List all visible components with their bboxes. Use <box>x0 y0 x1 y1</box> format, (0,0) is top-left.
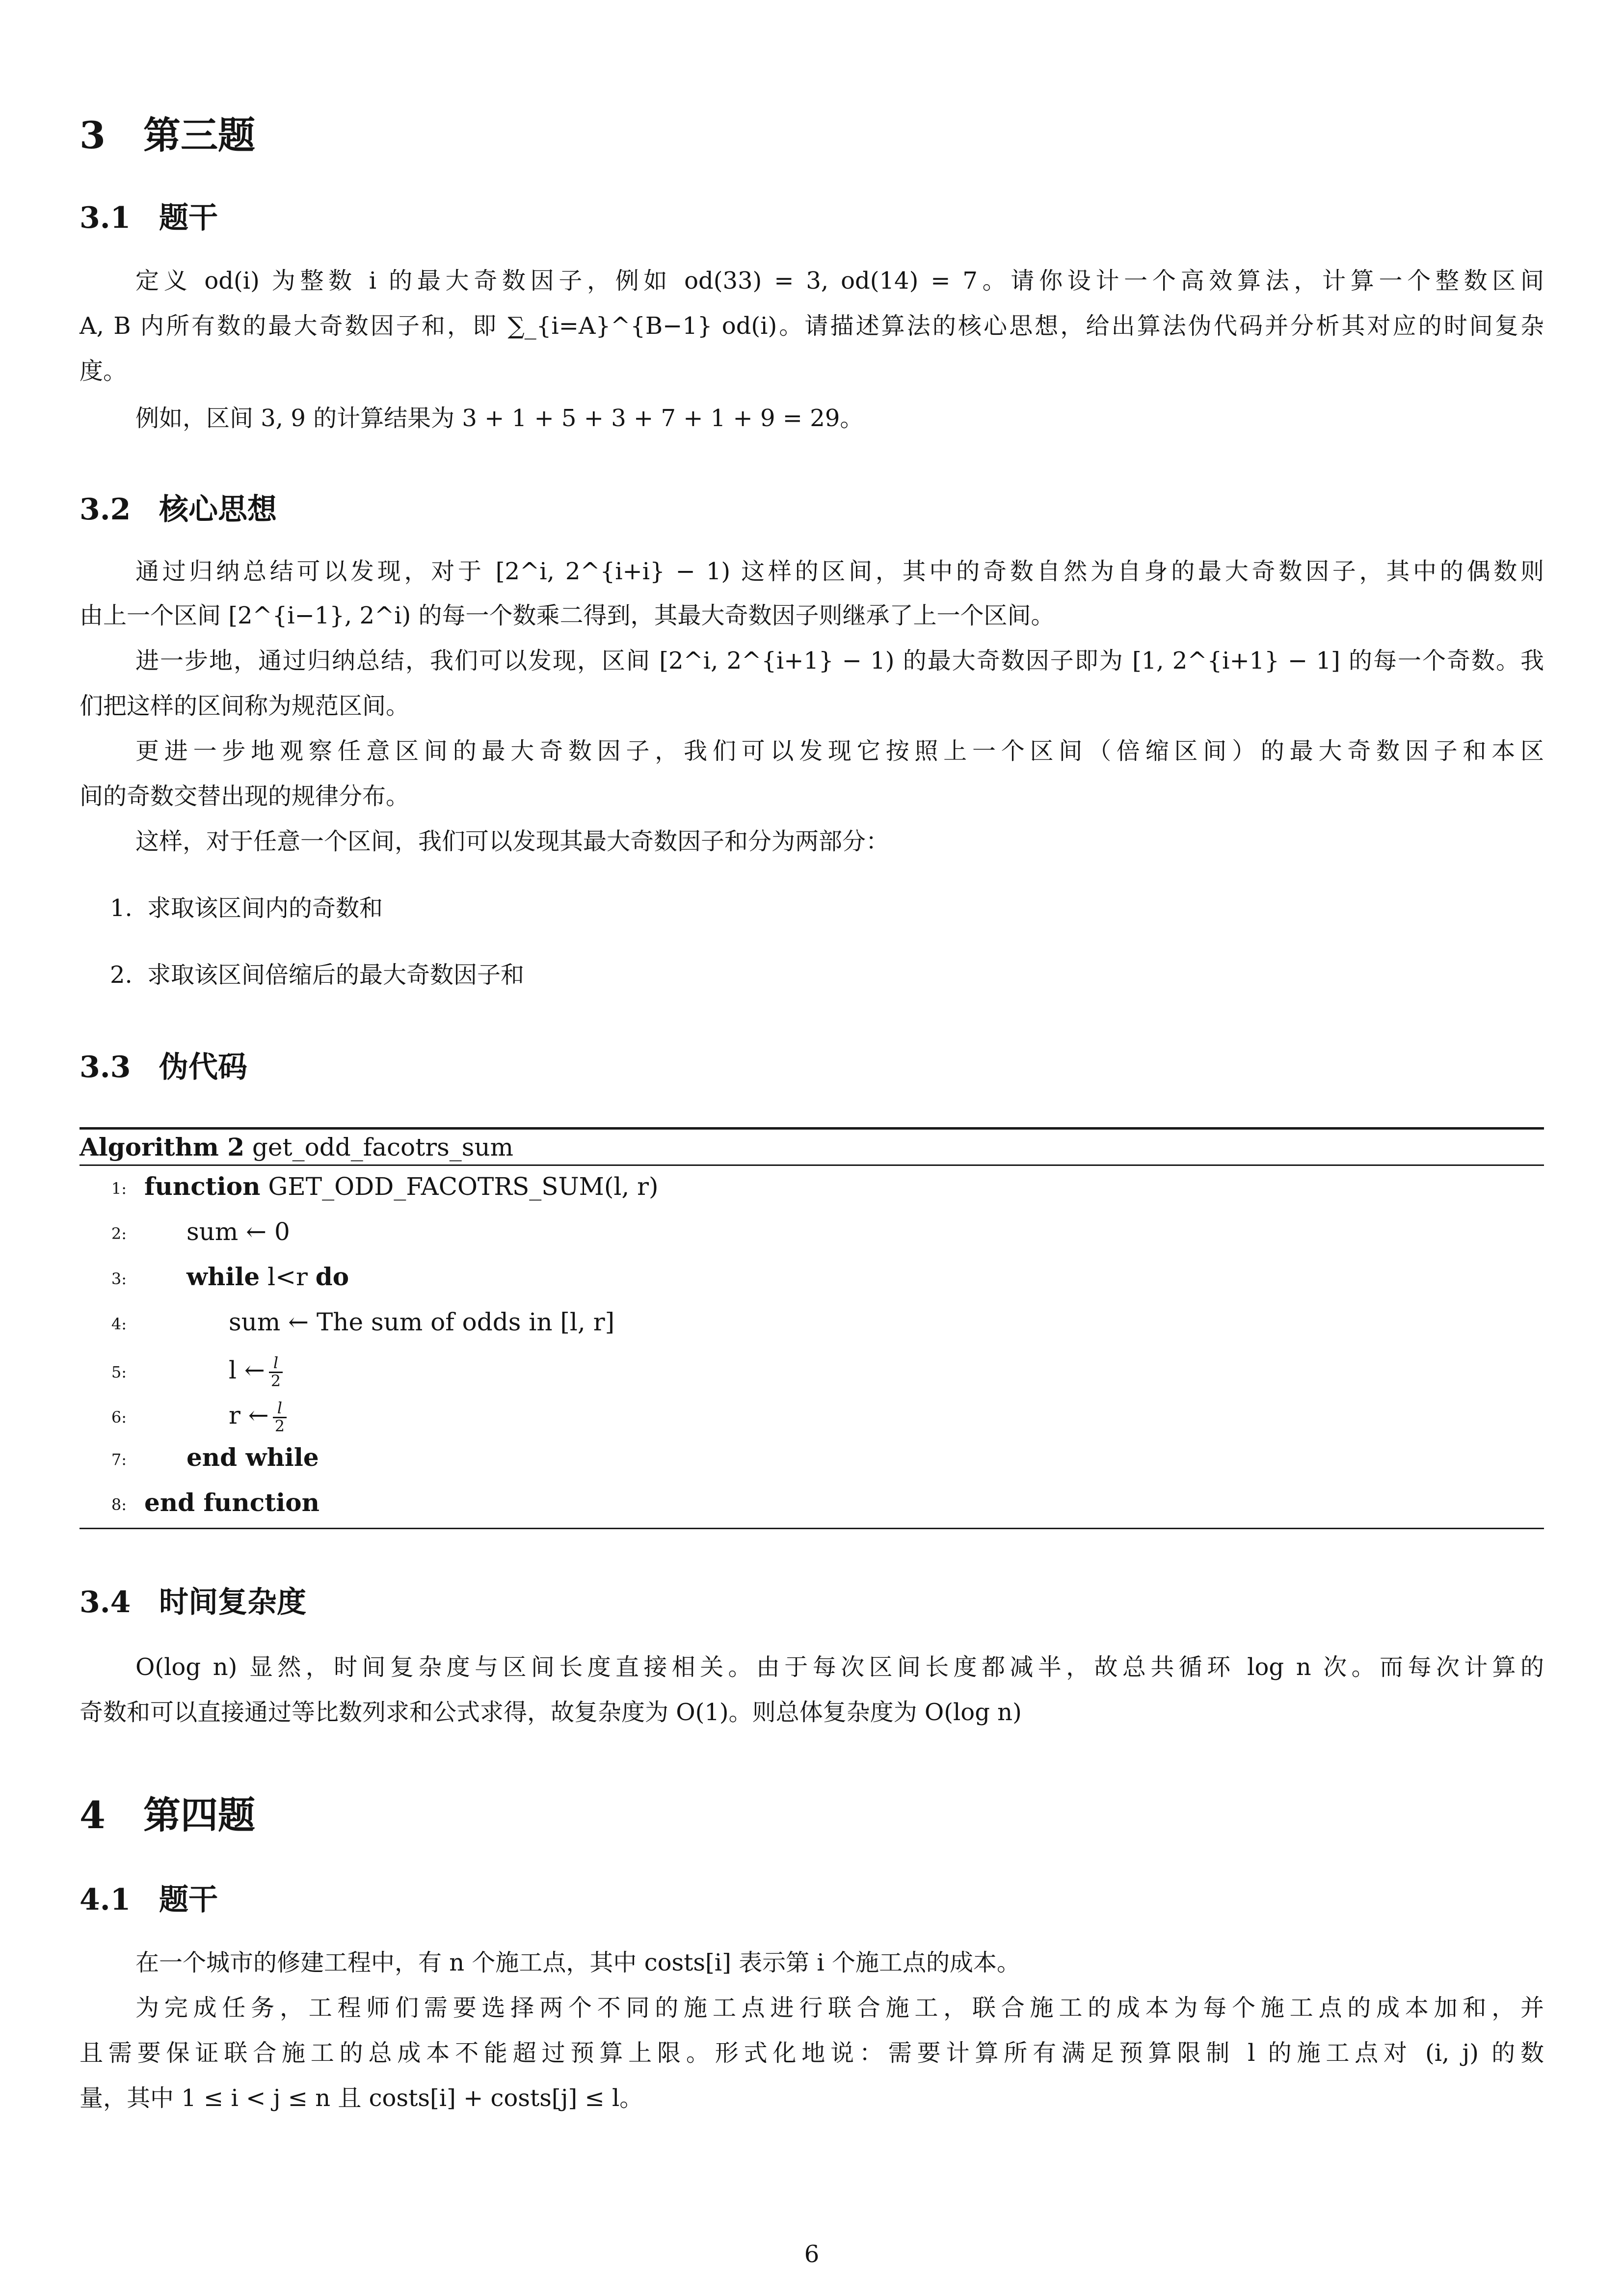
algorithm-line <box>80 1355 283 1389</box>
subsection-title: 题干 <box>159 1883 218 1917</box>
subsection-number: 3.2 <box>80 492 131 527</box>
fraction-denominator: 2 <box>274 1416 285 1435</box>
algorithm-line <box>80 1400 287 1434</box>
algorithm-mid-rule <box>80 1164 1544 1166</box>
line-number: 8: <box>111 1495 127 1514</box>
statement: sum ← 0 <box>186 1217 290 1246</box>
fraction-numerator: l <box>269 1355 283 1373</box>
line-number: 1: <box>111 1179 127 1198</box>
fraction-denominator: 2 <box>270 1371 281 1390</box>
paragraph-line: 为完成任务，工程师们需要选择两个不同的施工点进行联合施工，联合施工的成本为每个施工点的成本加和，并 <box>135 1994 1544 2022</box>
keyword: end while <box>186 1443 319 1472</box>
keyword: function <box>144 1172 261 1201</box>
subsection-number: 3.4 <box>80 1585 131 1620</box>
section-number: 3 <box>80 113 106 157</box>
paragraph-line: 通过归纳总结可以发现，对于 [2^i, 2^{i+i} − 1) 这样的区间，其中的奇数自然为自身的最大奇数因子，其中的偶数则 <box>135 558 1544 585</box>
paragraph-line: 在一个城市的修建工程中，有 n 个施工点，其中 costs[i] 表示第 i 个施工点的成本。 <box>135 1949 1020 1976</box>
algorithm-line <box>80 1310 614 1334</box>
keyword: end function <box>144 1488 319 1517</box>
keyword: do <box>315 1262 349 1291</box>
document-page <box>80 0 1544 2296</box>
statement: l<r <box>260 1263 316 1291</box>
line-number: 3: <box>111 1270 127 1288</box>
section-4-heading <box>80 1793 255 1837</box>
paragraph-line: 定义 od(i) 为整数 i 的最大奇数因子，例如 od(33) = 3, od(14) = 7。请你设计一个高效算法，计算一个整数区间 <box>135 267 1544 295</box>
subsection-4-1-heading <box>80 1885 218 1915</box>
algorithm-name: get_odd_facotrs_sum <box>252 1133 514 1162</box>
algorithm-caption <box>80 1135 513 1160</box>
algorithm-line <box>80 1490 319 1515</box>
subsection-3-4-heading <box>80 1585 306 1620</box>
keyword: while <box>186 1262 260 1291</box>
section-3-heading <box>80 113 255 157</box>
list-item <box>110 896 383 920</box>
line-number: 7: <box>111 1450 127 1469</box>
paragraph-line: 进一步地，通过归纳总结，我们可以发现，区间 [2^i, 2^{i+1} − 1) 的最大奇数因子即为 [1, 2^{i+1} − 1] 的每一个奇数。我 <box>135 647 1544 675</box>
line-number: 5: <box>111 1363 127 1382</box>
function-name: GET_ODD_FACOTRS_SUM <box>268 1172 604 1201</box>
statement: r ← <box>229 1401 269 1430</box>
function-args: (l, r) <box>604 1172 659 1201</box>
list-text: 求取该区间倍缩后的最大奇数因子和 <box>147 961 525 989</box>
paragraph-line: 例如，区间 3, 9 的计算结果为 3 + 1 + 5 + 3 + 7 + 1 + 9 = 29。 <box>135 405 864 432</box>
paragraph-line: 们把这样的区间称为规范区间。 <box>80 692 410 720</box>
subsection-title: 核心思想 <box>159 492 277 527</box>
subsection-number: 3.1 <box>80 201 131 235</box>
subsection-number: 3.3 <box>80 1050 131 1084</box>
statement: l ← <box>229 1356 265 1385</box>
line-number: 4: <box>111 1315 127 1333</box>
subsection-3-3-heading <box>80 1050 247 1084</box>
subsection-3-2-heading <box>80 492 277 527</box>
algorithm-line <box>80 1219 290 1244</box>
paragraph-line: A, B 内所有数的最大奇数因子和，即 ∑_{i=A}^{B−1} od(i)。请描述算法的核心思想，给出算法伪代码并分析其对应的时间复杂 <box>80 312 1544 340</box>
list-item <box>110 963 524 987</box>
algorithm-bottom-rule <box>80 1528 1544 1529</box>
subsection-number: 4.1 <box>80 1883 131 1917</box>
paragraph-line: 间的奇数交替出现的规律分布。 <box>80 783 410 810</box>
algorithm-label: Algorithm 2 <box>80 1133 244 1162</box>
subsection-title: 题干 <box>159 201 218 235</box>
list-number: 1. <box>110 894 133 922</box>
subsection-title: 伪代码 <box>159 1050 247 1084</box>
paragraph-line: 且需要保证联合施工的总成本不能超过预算上限。形式化地说：需要计算所有满足预算限制 l 的施工点对 (i, j) 的数 <box>80 2039 1544 2067</box>
paragraph-line: 奇数和可以直接通过等比数列求和公式求得，故复杂度为 O(1)。则总体复杂度为 O(log n) <box>80 1699 1022 1726</box>
fraction <box>273 1400 287 1434</box>
page-number: 6 <box>804 2241 820 2268</box>
algorithm-line <box>80 1174 659 1199</box>
section-title: 第四题 <box>143 1793 255 1837</box>
subsection-title: 时间复杂度 <box>159 1585 306 1620</box>
fraction-numerator: l <box>273 1400 287 1418</box>
algorithm-line <box>80 1262 349 1291</box>
paragraph-line: 度。 <box>80 357 127 385</box>
algorithm-top-rule <box>80 1127 1544 1130</box>
fraction <box>269 1355 283 1389</box>
paragraph-line: 更进一步地观察任意区间的最大奇数因子，我们可以发现它按照上一个区间（倍缩区间）的最大奇数因子和本区 <box>135 737 1544 765</box>
subsection-3-1-heading <box>80 203 218 233</box>
paragraph-line: O(log n) 显然，时间复杂度与区间长度直接相关。由于每次区间长度都减半，故总共循环 log n 次。而每次计算的 <box>135 1653 1544 1681</box>
line-number: 6: <box>111 1408 127 1427</box>
section-title: 第三题 <box>143 113 255 157</box>
paragraph-line: 由上一个区间 [2^{i−1}, 2^i) 的每一个数乘二得到，其最大奇数因子则继承了上一个区间。 <box>80 602 1055 629</box>
section-number: 4 <box>80 1793 106 1837</box>
paragraph-line: 这样，对于任意一个区间，我们可以发现其最大奇数因子和分为两部分： <box>135 828 890 855</box>
list-text: 求取该区间内的奇数和 <box>147 894 383 922</box>
statement: sum ← The sum of odds in [l, r] <box>229 1308 615 1336</box>
algorithm-line <box>80 1445 319 1470</box>
line-number: 2: <box>111 1224 127 1243</box>
paragraph-line: 量，其中 1 ≤ i < j ≤ n 且 costs[i] + costs[j] ≤ l。 <box>80 2084 643 2112</box>
list-number: 2. <box>110 961 133 989</box>
